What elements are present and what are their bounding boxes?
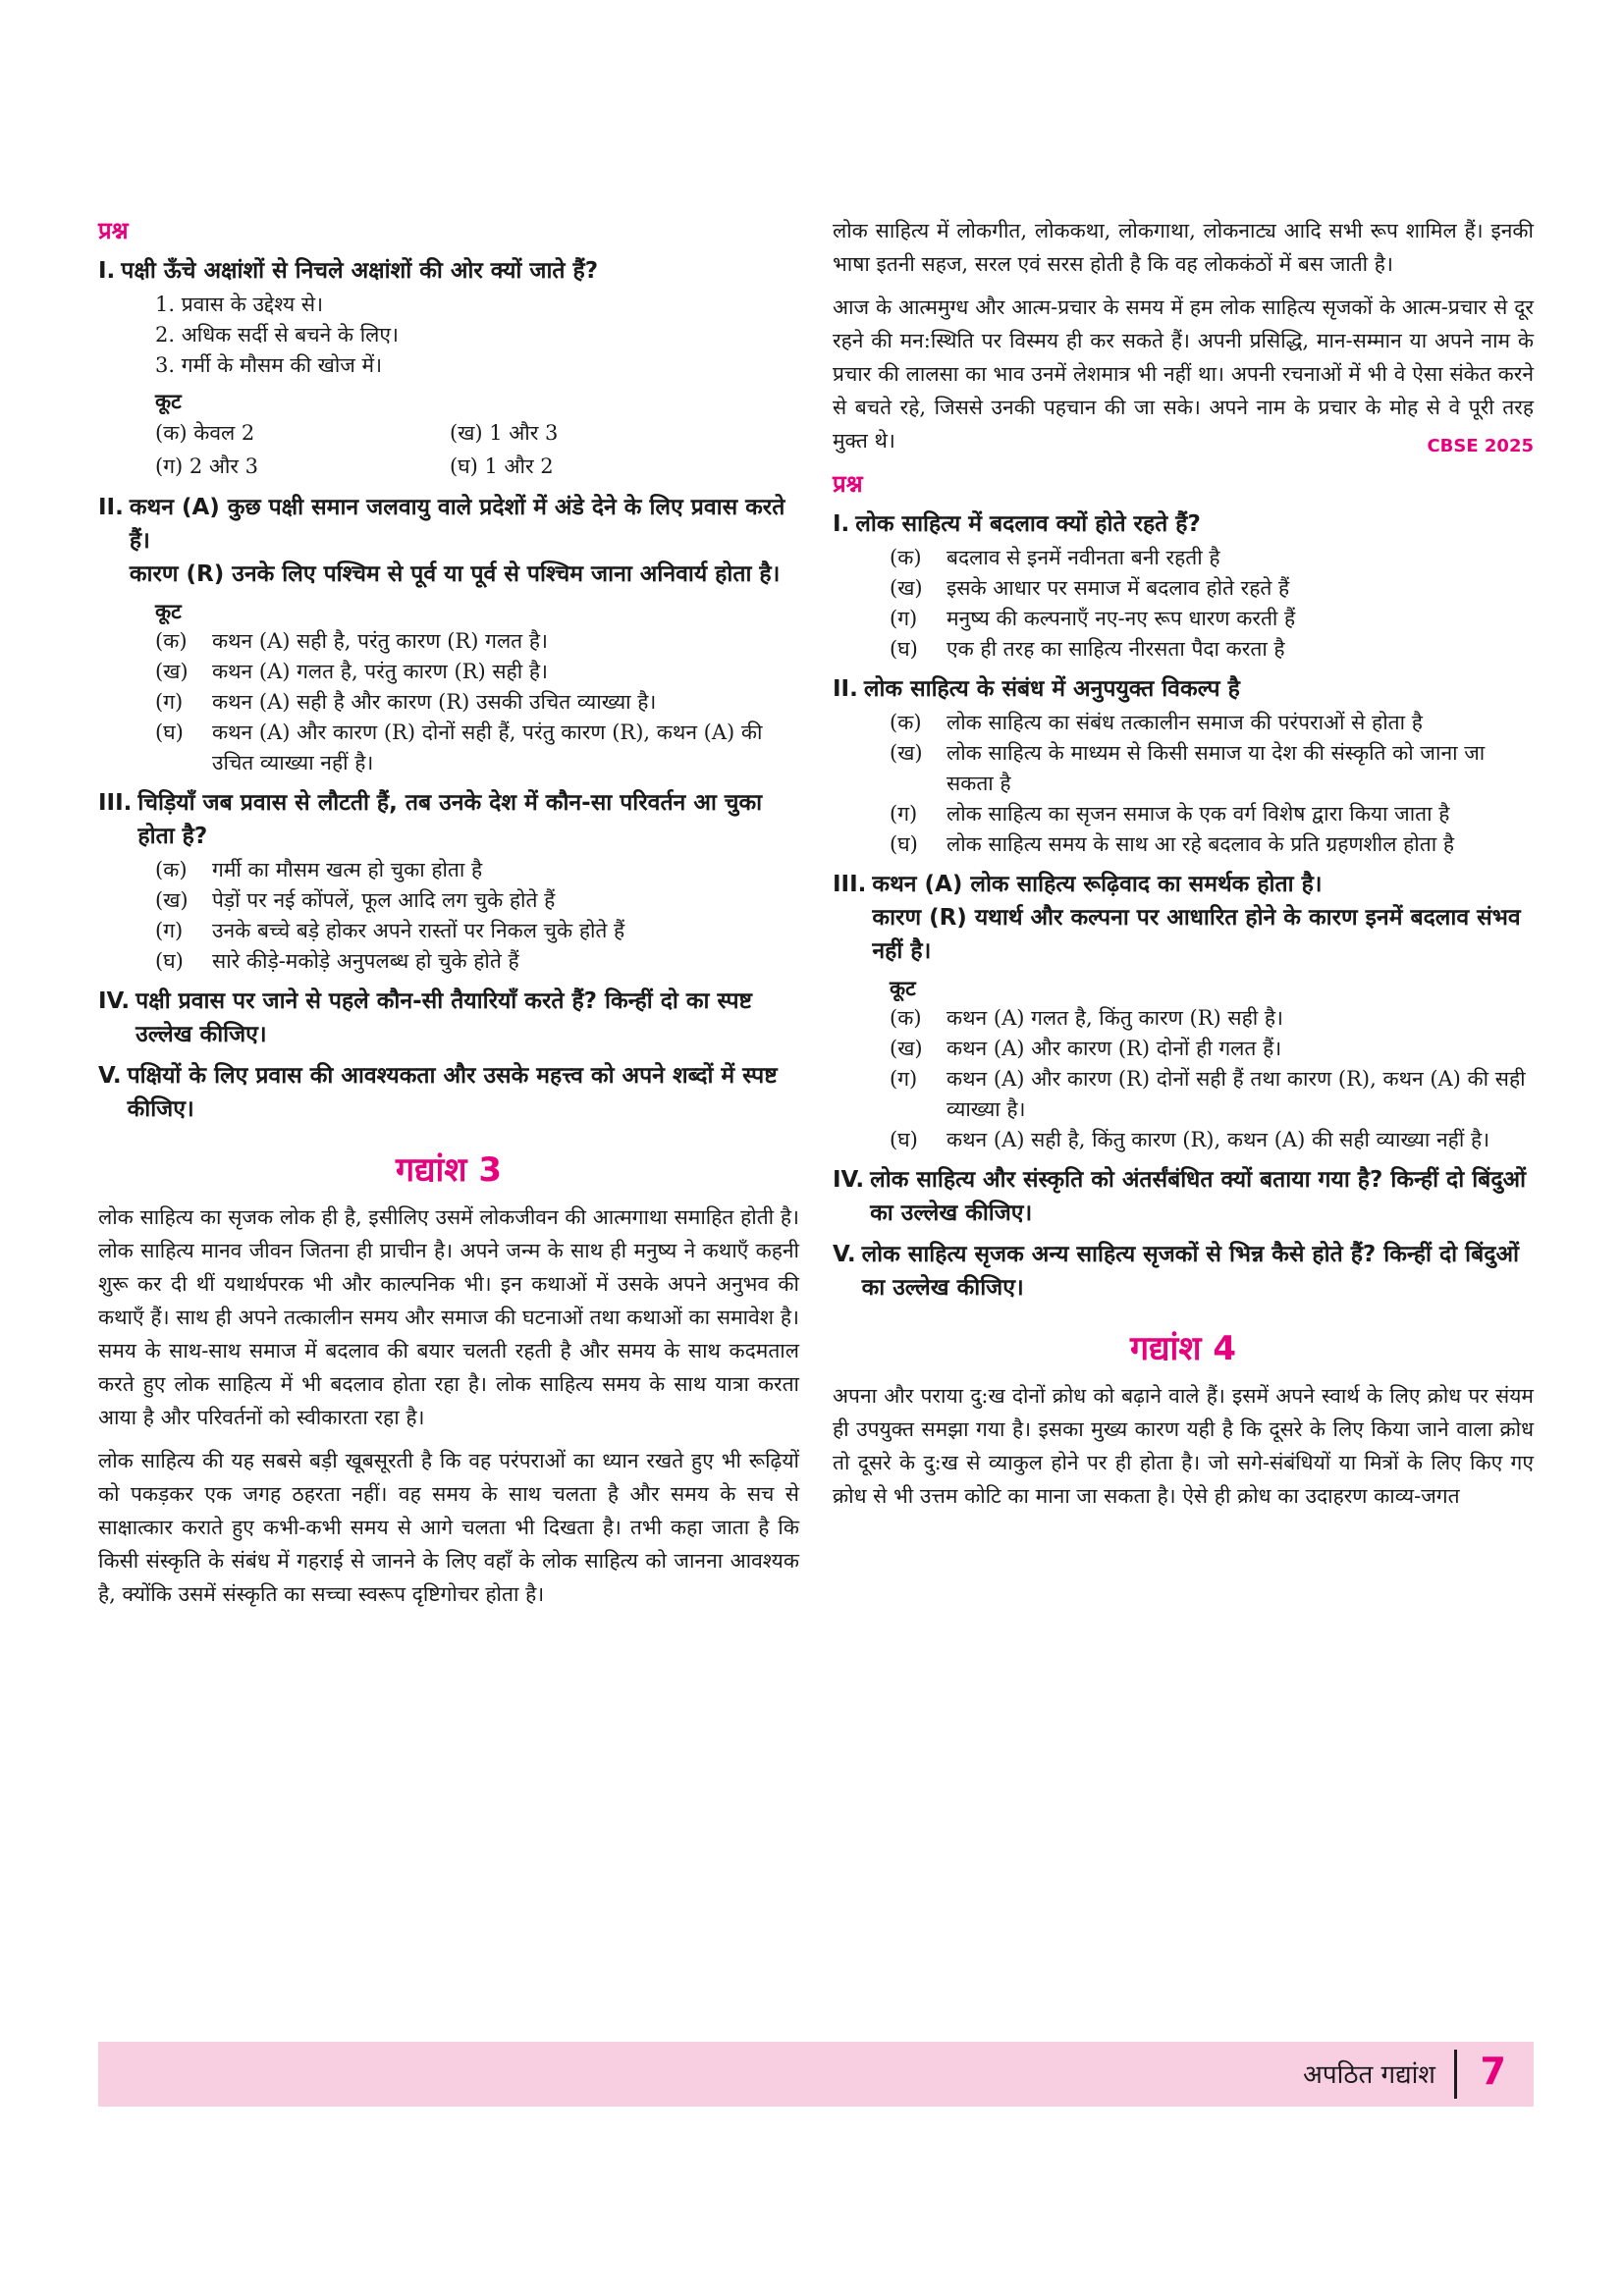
passage-paragraph: अपना और पराया दु:ख दोनों क्रोध को बढ़ाने वाले हैं। इसमें अपने स्वार्थ के लिए क्रोध पर संयम ही उपयुक्त समझा गया है। इसका मुख्य कारण यही है कि दूसरे के लिए किया जाने वाला क्रोध तो दूसरे के दु:ख से व्याकुल होने पर ही होता है। जो सगे-संबंधियों या मित्रों के लिए किए गए क्रोध से भी उत्तम कोटि का माना जा सकता है। ऐसे ही क्रोध का उदाहरण काव्य-जगत [833, 1384, 1534, 1508]
question-text: लोक साहित्य सृजक अन्य साहित्य सृजकों से भिन्न कैसे होते हैं? किन्हीं दो बिंदुओं का उल्लेख कीजिए। [861, 1242, 1519, 1301]
question-3 [833, 868, 1534, 968]
right-column [833, 214, 1534, 1522]
question-4 [98, 985, 799, 1051]
page-number: 7 [1480, 2050, 1506, 2093]
question-5 [98, 1059, 799, 1126]
option-ga: (ग) कथन (A) और कारण (R) दोनों सही हैं तथा कारण (R), कथन (A) की सही व्याख्या है। [890, 1067, 1526, 1121]
question-2 [833, 672, 1534, 706]
option-ga: (ग) 2 और 3 [155, 454, 259, 478]
option-gha: (घ) लोक साहित्य समय के साथ आ रहे बदलाव के प्रति ग्रहणशील होता है [890, 832, 1454, 856]
option-gha: (घ) एक ही तरह का साहित्य नीरसता पैदा करता है [890, 637, 1285, 661]
option-gha: (घ) कथन (A) और कारण (R) दोनों सही हैं, परंतु कारण (R), कथन (A) की उचित व्याख्या नहीं है। [155, 721, 763, 774]
question-text: पक्षी प्रवास पर जाने से पहले कौन-सी तैयारियाँ करते हैं? किन्हीं दो का स्पष्ट उल्लेख कीजिए। [135, 988, 752, 1047]
question-3 [98, 786, 799, 853]
question-number: III. [833, 872, 867, 897]
reason-text: कारण (R) उनके लिए पश्चिम से पूर्व या पूर्व से पश्चिम जाना अनिवार्य होता है। [129, 561, 781, 587]
passage-paragraph: लोक साहित्य में लोकगीत, लोककथा, लोकगाथा, लोकनाट्य आदि सभी रूप शामिल हैं। इनकी भाषा इतनी सहज, सरल एवं सरस होती है कि वह लोककंठों में बस जाती है। [833, 219, 1534, 276]
question-number: IV. [98, 988, 131, 1014]
question-2 [98, 491, 799, 591]
footer-title: अपठित गद्यांश [1303, 2060, 1435, 2090]
passage-paragraph: लोक साहित्य की यह सबसे बड़ी खूबसूरती है कि वह परंपराओं का ध्यान रखते हुए भी रूढ़ियों को पकड़कर एक जगह ठहरता नहीं। वह समय के साथ चलता है और समय के सच से साक्षात्कार कराते हुए कभी-कभी समय से आगे चलता भी दिखता है। तभी कहा जाता है कि किसी संस्कृति के संबंध में गहराई से जानने के लिए वहाँ के लोक साहित्य को जानना आवश्यक है, क्योंकि उसमें संस्कृति का सच्चा स्वरूप दृष्टिगोचर होता है। [98, 1449, 799, 1606]
question-5 [833, 1238, 1534, 1305]
question-4 [833, 1163, 1534, 1230]
passage-heading: गद्यांश 4 [1130, 1329, 1236, 1368]
option-ga: (ग) लोक साहित्य का सृजन समाज के एक वर्ग विशेष द्वारा किया जाता है [890, 802, 1450, 826]
statement-item: 2. अधिक सर्दी से बचने के लिए। [155, 323, 399, 347]
option-ka: (क) कथन (A) सही है, परंतु कारण (R) गलत है। [155, 629, 548, 653]
question-number: II. [98, 495, 124, 520]
passage-heading: गद्यांश 3 [396, 1150, 502, 1190]
option-kha: (ख) कथन (A) और कारण (R) दोनों ही गलत हैं। [890, 1037, 1282, 1060]
question-number: I. [98, 258, 116, 284]
reason-text: कारण (R) यथार्थ और कल्पना पर आधारित होने के कारण इनमें बदलाव संभव नहीं है। [872, 905, 1521, 964]
option-ka: (क) लोक साहित्य का संबंध तत्कालीन समाज की परंपराओं से होता है [890, 711, 1423, 734]
question-number: I. [833, 511, 850, 537]
code-label: कूट [155, 390, 182, 413]
passage-paragraph: लोक साहित्य का सृजक लोक ही है, इसीलिए उसमें लोकजीवन की आत्मगाथा समाहित होती है। लोक साहित्य मानव जीवन जितना ही प्राचीन है। अपने जन्म के साथ ही मनुष्य ने कथाएँ कहनी शुरू कर दी थीं यथार्थपरक भी और काल्पनिक भी। इन कथाओं में उसके अपने अनुभव की कथाएँ हैं। साथ ही अपने तत्कालीन समय और समाज की घटनाओं तथा कथाओं का समावेश है। समय के साथ-साथ समाज में बदलाव की बयार चलती रहती है और समय के साथ कदमताल करते हुए लोक साहित्य में भी बदलाव होता रहा है। लोक साहित्य समय के साथ यात्रा करता आया है और परिवर्तनों को स्वीकारता रहा है। [98, 1205, 799, 1429]
question-text: चिड़ियाँ जब प्रवास से लौटती हैं, तब उनके देश में कौन-सा परिवर्तन आ चुका होता है? [137, 790, 763, 849]
option-kha: (ख) कथन (A) गलत है, परंतु कारण (R) सही है। [155, 660, 548, 683]
question-1 [833, 507, 1534, 541]
questions-label: प्रश्न [98, 217, 129, 244]
questions-label: प्रश्न [833, 470, 863, 498]
option-ka: (क) गर्मी का मौसम खत्म हो चुका होता है [155, 858, 483, 881]
option-kha: (ख) इसके आधार पर समाज में बदलाव होते रहते हैं [890, 576, 1290, 600]
question-number: V. [833, 1242, 856, 1267]
question-text: लोक साहित्य और संस्कृति को अंतर्संबंधित क्यों बताया गया है? किन्हीं दो बिंदुओं का उल्लेख कीजिए। [870, 1167, 1527, 1226]
options-grid [98, 416, 799, 483]
option-ga: (ग) उनके बच्चे बड़े होकर अपने रास्तों पर निकल चुके होते हैं [155, 919, 625, 942]
page-footer [98, 2042, 1534, 2107]
passage-paragraph: आज के आत्ममुग्ध और आत्म-प्रचार के समय में हम लोक साहित्य सृजकों के आत्म-प्रचार से दूर रहने की मन:स्थिति पर विस्मय ही कर सकते हैं। अपनी प्रसिद्धि, मान-सम्मान या अपने नाम के प्रचार की लालसा का भाव उनमें लेशमात्र भी नहीं था। अपनी रचनाओं में भी वे ऐसा संकेत करने से बचते रहे, जिससे उनकी पहचान की जा सके। अपने नाम के प्रचार के मोह से वे पूरी तरह मुक्त थे। CBSE 2025 [833, 291, 1534, 457]
option-kha: (ख) 1 और 3 [450, 421, 559, 445]
footer-divider [1454, 2050, 1457, 2099]
question-number: IV. [833, 1167, 865, 1193]
question-1 [98, 254, 799, 288]
statement-item: 1. प्रवास के उद्देश्य से। [155, 293, 324, 316]
option-ga: (ग) कथन (A) सही है और कारण (R) उसकी उचित व्याख्या है। [155, 690, 657, 714]
option-kha: (ख) लोक साहित्य के माध्यम से किसी समाज या देश की संस्कृति को जाना जा सकता है [890, 741, 1486, 795]
code-label: कूट [155, 600, 182, 623]
question-text: लोक साहित्य के संबंध में अनुपयुक्त विकल्प है [863, 676, 1240, 702]
option-ka: (क) कथन (A) गलत है, किंतु कारण (R) सही है। [890, 1006, 1283, 1030]
source-tag: CBSE 2025 [1427, 436, 1534, 456]
question-number: V. [98, 1063, 122, 1089]
option-kha: (ख) पेड़ों पर नई कोंपलें, फूल आदि लग चुके होते हैं [155, 888, 556, 912]
option-ga: (ग) मनुष्य की कल्पनाएँ नए-नए रूप धारण करती हैं [890, 607, 1296, 630]
option-gha: (घ) कथन (A) सही है, किंतु कारण (R), कथन (A) की सही व्याख्या नहीं है। [890, 1128, 1490, 1151]
question-number: III. [98, 790, 133, 816]
option-ka: (क) केवल 2 [155, 421, 255, 445]
statement-item: 3. गर्मी के मौसम की खोज में। [155, 353, 383, 377]
assertion-text: कथन (A) कुछ पक्षी समान जलवायु वाले प्रदेशों में अंडे देने के लिए प्रवास करते हैं। [129, 495, 785, 554]
option-ka: (क) बदलाव से इनमें नवीनता बनी रहती है [890, 546, 1220, 569]
question-number: II. [833, 676, 858, 702]
question-text: पक्षी ऊँचे अक्षांशों से निचले अक्षांशों की ओर क्यों जाते हैं? [121, 258, 599, 284]
question-text: पक्षियों के लिए प्रवास की आवश्यकता और उसके महत्त्व को अपने शब्दों में स्पष्ट कीजिए। [127, 1063, 778, 1122]
question-text: लोक साहित्य में बदलाव क्यों होते रहते हैं? [855, 511, 1201, 537]
code-label: कूट [890, 977, 916, 1000]
assertion-text: कथन (A) लोक साहित्य रूढ़िवाद का समर्थक होता है। [872, 872, 1323, 897]
option-gha: (घ) सारे कीड़े-मकोड़े अनुपलब्ध हो चुके होते हैं [155, 949, 519, 973]
option-gha: (घ) 1 और 2 [450, 454, 554, 478]
left-column [98, 214, 799, 1621]
